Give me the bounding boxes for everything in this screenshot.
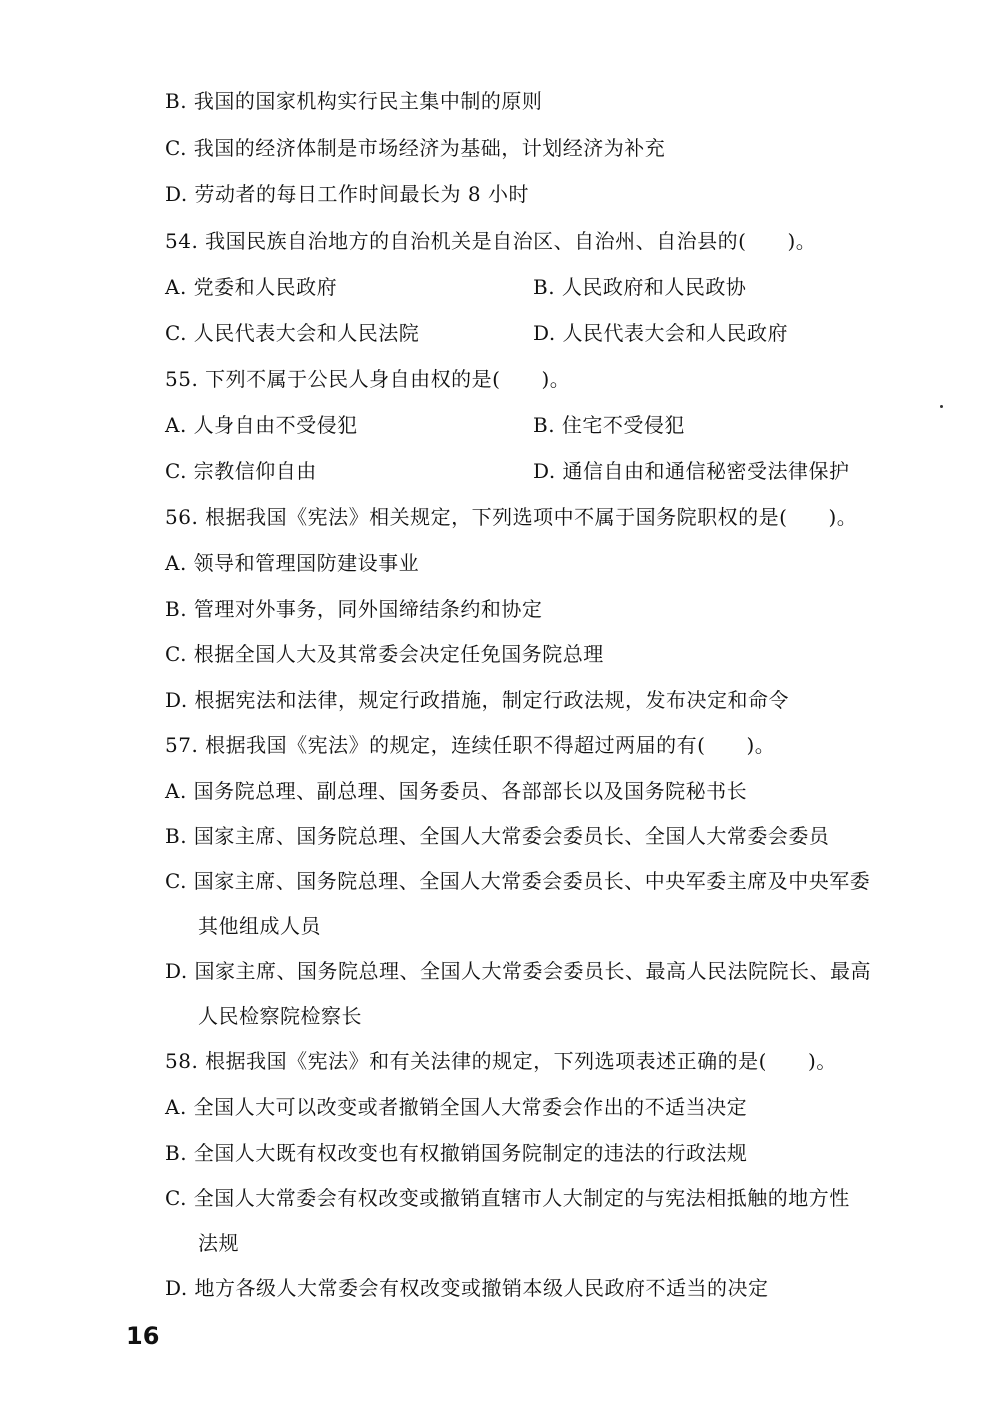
q57-option-b: B. 国家主席、国务院总理、全国人大常委会委员长、全国人大常委会委员 [165, 824, 830, 848]
q57-stem: 57. 根据我国《宪法》的规定，连续任职不得超过两届的有( )。 [165, 733, 776, 757]
q54-option-a: A. 党委和人民政府 [165, 275, 338, 299]
q58-option-c-cont: 法规 [198, 1231, 239, 1255]
q58-option-c: C. 全国人大常委会有权改变或撤销直辖市人大制定的与宪法相抵触的地方性 [165, 1186, 850, 1210]
q55-option-b: B. 住宅不受侵犯 [533, 413, 685, 437]
q56-stem: 56. 根据我国《宪法》相关规定，下列选项中不属于国务院职权的是( )。 [165, 505, 858, 529]
q55-option-a: A. 人身自由不受侵犯 [165, 413, 358, 437]
q53-option-c: C. 我国的经济体制是市场经济为基础，计划经济为补充 [165, 136, 666, 160]
q54-option-c: C. 人民代表大会和人民法院 [165, 321, 420, 345]
page-number: 16 [126, 1322, 160, 1350]
q58-stem: 58. 根据我国《宪法》和有关法律的规定，下列选项表述正确的是( )。 [165, 1049, 837, 1073]
q56-option-c: C. 根据全国人大及其常委会决定任免国务院总理 [165, 642, 604, 666]
q58-option-d: D. 地方各级人大常委会有权改变或撤销本级人民政府不适当的决定 [165, 1276, 769, 1300]
q54-option-b: B. 人民政府和人民政协 [533, 275, 747, 299]
q58-option-b: B. 全国人大既有权改变也有权撤销国务院制定的违法的行政法规 [165, 1141, 748, 1165]
q53-option-b: B. 我国的国家机构实行民主集中制的原则 [165, 89, 543, 113]
q56-option-b: B. 管理对外事务，同外国缔结条约和协定 [165, 597, 543, 621]
q53-option-d: D. 劳动者的每日工作时间最长为 8 小时 [165, 182, 529, 206]
q56-option-d: D. 根据宪法和法律，规定行政措施，制定行政法规，发布决定和命令 [165, 688, 790, 712]
q57-option-d-cont: 人民检察院检察长 [198, 1004, 362, 1028]
q55-stem: 55. 下列不属于公民人身自由权的是( )。 [165, 367, 571, 391]
q54-option-d: D. 人民代表大会和人民政府 [533, 321, 789, 345]
scan-speck [940, 405, 943, 408]
q57-option-d: D. 国家主席、国务院总理、全国人大常委会委员长、最高人民法院院长、最高 [165, 959, 872, 983]
q56-option-a: A. 领导和管理国防建设事业 [165, 551, 420, 575]
q57-option-c: C. 国家主席、国务院总理、全国人大常委会委员长、中央军委主席及中央军委 [165, 869, 871, 893]
q57-option-c-cont: 其他组成人员 [198, 914, 321, 938]
q58-option-a: A. 全国人大可以改变或者撤销全国人大常委会作出的不适当决定 [165, 1095, 748, 1119]
q54-stem: 54. 我国民族自治地方的自治机关是自治区、自治州、自治县的( )。 [165, 229, 817, 253]
q57-option-a: A. 国务院总理、副总理、国务委员、各部部长以及国务院秘书长 [165, 779, 748, 803]
q55-option-c: C. 宗教信仰自由 [165, 459, 317, 483]
q55-option-d: D. 通信自由和通信秘密受法律保护 [533, 459, 850, 483]
